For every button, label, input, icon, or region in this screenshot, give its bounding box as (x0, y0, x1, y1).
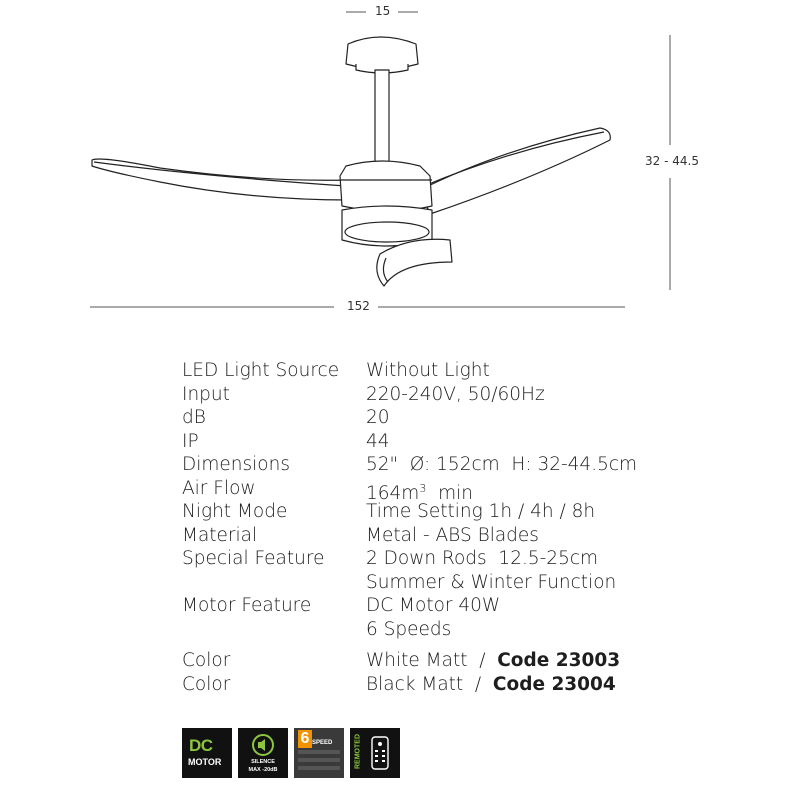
spec-label: Motor Feature (182, 595, 312, 616)
speed-count: 6 (298, 730, 312, 748)
spec-value: DC Motor 40W (366, 595, 501, 616)
spec-value: 220-240V, 50/60Hz (366, 383, 545, 405)
remote-badge-label: REMOTED (354, 734, 362, 769)
spec-row-special-feature-2 (182, 571, 642, 595)
spec-label: Air Flow (182, 477, 256, 499)
remote-control-icon (350, 728, 400, 778)
spec-value: 52" Ø: 152cm H: 32-44.5cm (366, 454, 638, 475)
silence-badge (238, 728, 288, 778)
color-value (366, 649, 620, 673)
silence-badge-level: MAX -20dB (248, 767, 278, 773)
spec-row-ip (182, 430, 642, 454)
height-dimension: 32 - 44.5 (645, 154, 699, 168)
dc-motor-badge-title: DC (189, 736, 213, 755)
color-finish: Black Matt / (366, 673, 493, 695)
fan-blade-left (92, 159, 350, 200)
spec-value: 20 (366, 407, 390, 428)
speed-badge (294, 728, 344, 778)
remote-badge (350, 728, 400, 778)
spec-row-material (182, 524, 642, 548)
fan-outline (92, 37, 610, 286)
spec-value: Without Light (366, 360, 490, 381)
spec-label: Dimensions (182, 454, 290, 475)
fan-light-plate (345, 222, 429, 242)
speed-badge-label: SPEED (312, 740, 333, 746)
air-flow-value: 164m (366, 482, 420, 504)
spec-row-light-source (182, 359, 642, 383)
spec-value (366, 477, 473, 504)
air-flow-unit: min (426, 482, 473, 504)
color-row-black (182, 673, 642, 697)
span-dimension: 152 (347, 299, 370, 313)
color-label: Color (182, 650, 231, 671)
air-flow-superscript: 3 (419, 481, 427, 495)
fan-blade-right (420, 128, 610, 214)
spec-row-air-flow (182, 477, 642, 504)
spec-value: Time Setting 1h / 4h / 8h (366, 501, 596, 522)
color-value (366, 673, 616, 697)
product-code: Code 23004 (492, 673, 616, 695)
feature-badges (182, 728, 400, 778)
spec-label: Special Feature (182, 548, 325, 569)
spec-row-motor-feature (182, 594, 642, 618)
spec-label: dB (182, 407, 206, 428)
spec-label (182, 618, 366, 642)
fan-downrod (375, 70, 389, 162)
spec-label: LED Light Source (182, 360, 340, 381)
spec-label (182, 571, 366, 595)
spec-row-dimensions (182, 453, 642, 477)
color-finish: White Matt / (366, 650, 498, 671)
dc-motor-badge-subtitle: MOTOR (188, 757, 222, 767)
spec-row-night-mode (182, 500, 642, 524)
spec-value: 6 Speeds (366, 618, 452, 640)
spec-row-input (182, 383, 642, 407)
top-width-dimension: 15 (375, 4, 391, 18)
spec-label: Material (182, 524, 258, 546)
product-code: Code 23003 (497, 650, 621, 671)
color-row-white (182, 649, 642, 673)
spec-row-motor-feature-2 (182, 618, 642, 642)
spec-table (182, 359, 642, 696)
spec-label: IP (182, 430, 199, 452)
spec-row-db (182, 406, 642, 430)
spec-label: Input (182, 383, 230, 405)
silence-badge-title: SILENCE (251, 759, 275, 765)
fan-motor-housing (340, 161, 432, 211)
spec-value: 44 (366, 430, 390, 452)
spec-row-special-feature (182, 547, 642, 571)
dc-motor-badge (182, 728, 232, 778)
spec-value: Summer & Winter Function (366, 571, 617, 593)
spec-label: Night Mode (182, 501, 288, 522)
color-label: Color (182, 673, 231, 695)
spec-value: Metal - ABS Blades (366, 524, 539, 546)
spec-value: 2 Down Rods 12.5-25cm (366, 548, 599, 569)
